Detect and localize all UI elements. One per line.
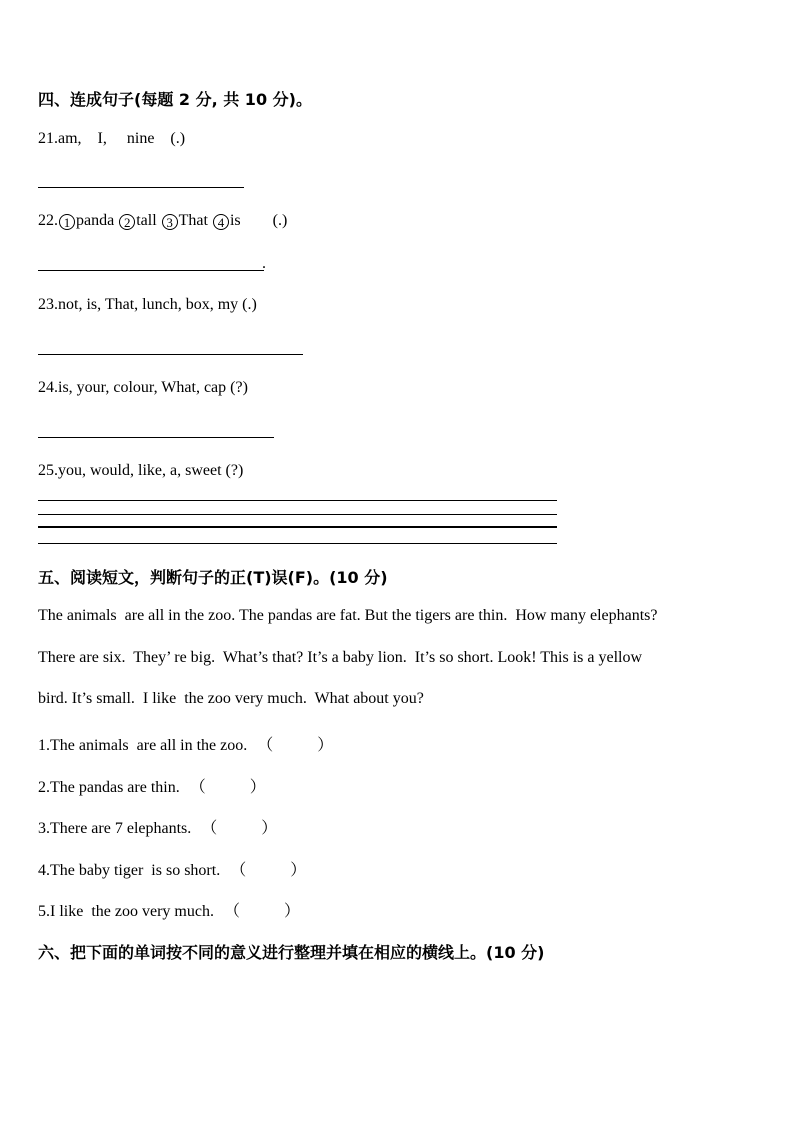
question-24: 24.is, your, colour, What, cap (?) — [38, 379, 248, 396]
end-punctuation: (.) — [272, 212, 288, 229]
question-number: 22. — [38, 212, 58, 229]
word-tall: tall — [136, 212, 157, 229]
answer-parentheses[interactable]: （ ） — [201, 820, 278, 837]
word-is: is — [229, 212, 241, 229]
statement-text: 2.The pandas are thin. — [38, 779, 180, 796]
question-words: am, I, nine (.) — [58, 130, 186, 147]
answer-line-25c[interactable] — [38, 526, 557, 528]
answer-line-21[interactable] — [38, 187, 244, 188]
statement-text: 3.There are 7 elephants. — [38, 820, 192, 837]
answer-parentheses[interactable]: （ ） — [230, 862, 307, 879]
section-5-title: 五、阅读短文，判断句子的正(T)误(F)。(10 分) — [38, 568, 388, 587]
statement-2 — [38, 774, 266, 797]
statement-5 — [38, 898, 300, 921]
statement-4 — [38, 857, 306, 880]
answer-line-25d[interactable] — [38, 543, 557, 544]
statement-1 — [38, 732, 333, 755]
circled-number-2: 2 — [119, 214, 135, 230]
word-that: That — [178, 212, 208, 229]
circled-number-4: 4 — [213, 214, 229, 230]
question-22 — [38, 212, 287, 230]
answer-parentheses[interactable]: （ ） — [257, 737, 334, 754]
answer-period: . — [262, 255, 266, 272]
answer-line-23[interactable] — [38, 354, 303, 355]
section-6-title: 六、把下面的单词按不同的意义进行整理并填在相应的横线上。(10 分) — [38, 943, 545, 962]
statement-text: 4.The baby tiger is so short. — [38, 862, 221, 879]
answer-line-24[interactable] — [38, 437, 274, 438]
answer-parentheses[interactable]: （ ） — [189, 779, 266, 796]
statement-text: 5.I like the zoo very much. — [38, 903, 214, 920]
question-25: 25.you, would, like, a, sweet (?) — [38, 462, 244, 479]
statement-3 — [38, 815, 277, 838]
statement-text: 1.The animals are all in the zoo. — [38, 737, 248, 754]
passage-line-1: The animals are all in the zoo. The pandas are fat. But the tigers are thin. How many elephants? — [38, 607, 658, 624]
word-panda: panda — [76, 212, 115, 229]
circled-number-3: 3 — [162, 214, 178, 230]
passage-line-2: There are six. They’ re big. What’s that? It’s a baby lion. It’s so short. Look! This is a yellow — [38, 649, 643, 666]
circled-number-1: 1 — [59, 214, 75, 230]
passage-line-3: bird. It’s small. I like the zoo very much. What about you? — [38, 690, 424, 707]
section-4-title: 四、连成句子(每题 2 分, 共 10 分)。 — [38, 90, 312, 109]
answer-line-25a[interactable] — [38, 500, 557, 501]
question-21 — [38, 130, 185, 148]
answer-line-22[interactable] — [38, 270, 264, 271]
answer-parentheses[interactable]: （ ） — [223, 903, 300, 920]
question-23: 23.not, is, That, lunch, box, my (.) — [38, 296, 257, 313]
answer-line-25b[interactable] — [38, 514, 557, 515]
question-number: 21. — [38, 130, 58, 147]
